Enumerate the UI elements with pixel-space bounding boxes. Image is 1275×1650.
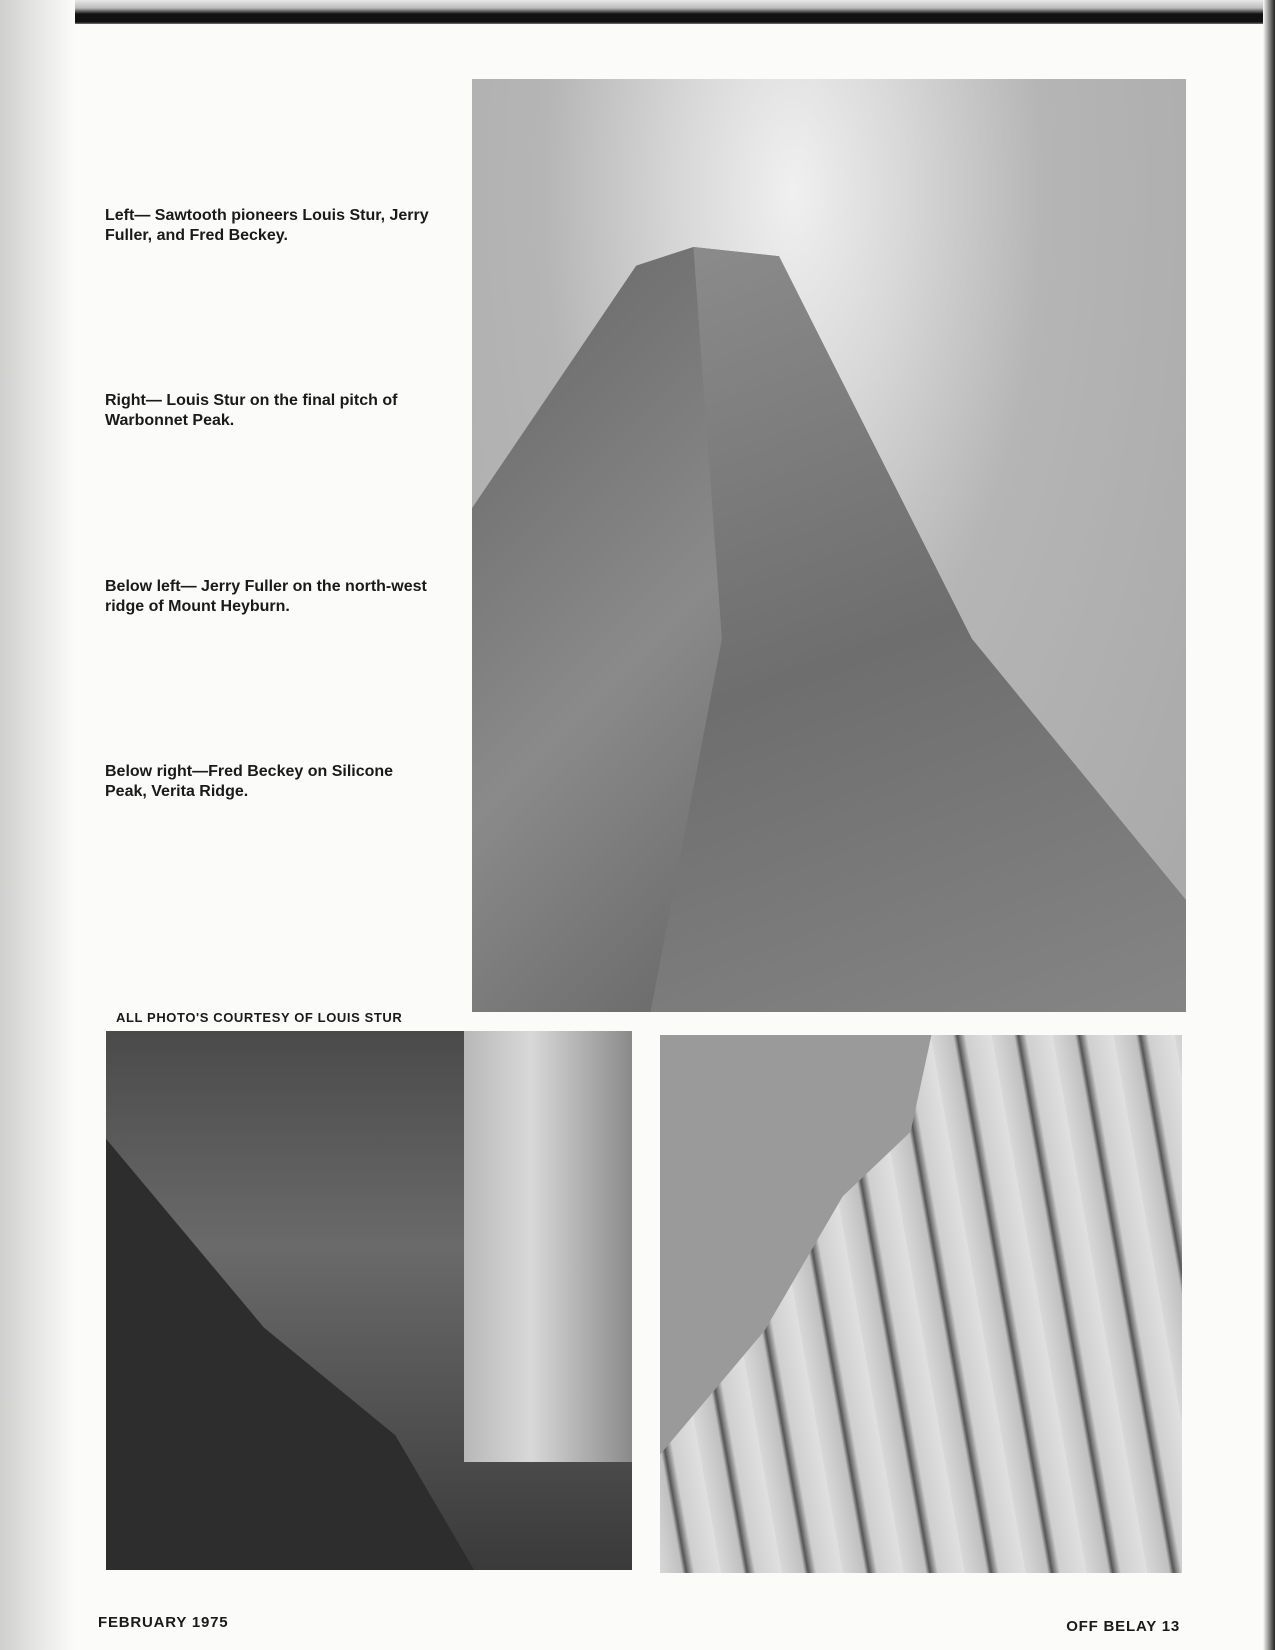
footer-page-number: OFF BELAY 13 <box>1066 1618 1180 1635</box>
caption-left: Left— Sawtooth pioneers Louis Stur, Jerry Fuller, and Fred Beckey. <box>105 207 429 244</box>
caption-below-left: Below left— Jerry Fuller on the north-west ridge of Mount Heyburn. <box>105 578 427 615</box>
photo-warbonnet-peak <box>472 79 1186 1012</box>
footer-date: FEBRUARY 1975 <box>98 1614 229 1631</box>
scan-right-edge <box>1263 0 1275 1650</box>
photo-mount-heyburn <box>106 1031 632 1570</box>
scan-top-edge <box>0 0 1275 24</box>
photo-credit: ALL PHOTO'S COURTESY OF LOUIS STUR <box>116 1010 403 1025</box>
caption-right: Right— Louis Stur on the final pitch of Warbonnet Peak. <box>105 392 398 429</box>
caption-below-right: Below right—Fred Beckey on Silicone Peak, Verita Ridge. <box>105 763 394 800</box>
photo-silicone-peak <box>660 1035 1182 1573</box>
page-gutter-shadow <box>0 0 75 1650</box>
